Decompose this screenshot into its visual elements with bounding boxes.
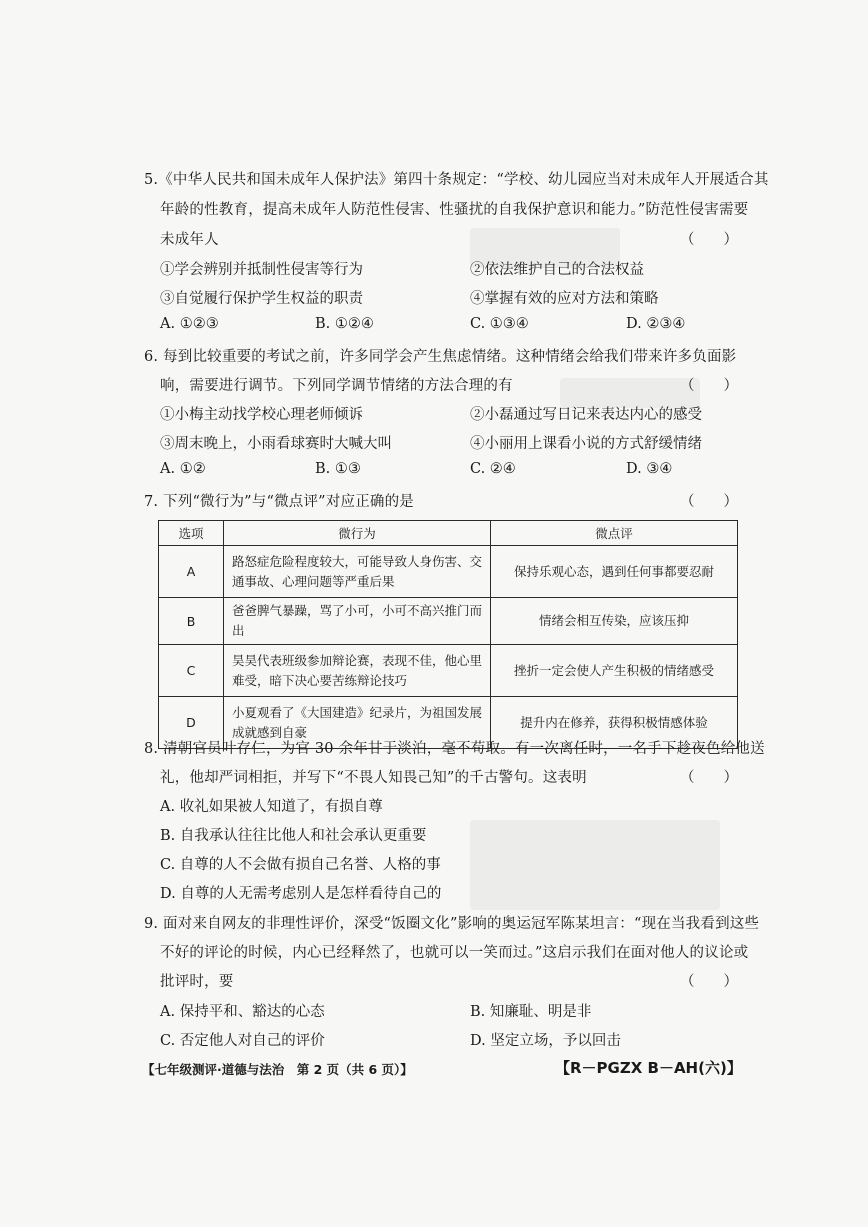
q8-option-d: D. 自尊的人无需考虑别人是怎样看待自己的 [160,886,442,902]
row-behavior: 昊昊代表班级参加辩论赛，表现不佳，他心里难受，暗下决心要苦练辩论技巧 [224,645,491,697]
q7-answer-blank: （ ） [680,494,738,510]
scan-smudge [470,820,720,910]
q5-option-b: B. ①②④ [315,316,374,332]
q6-option-c: C. ②④ [470,461,516,477]
header-micro-behavior: 微行为 [224,521,491,546]
q6-statement-1: ①小梅主动找学校心理老师倾诉 [160,407,363,423]
q6-option-d: D. ③④ [626,461,673,477]
page-footer-code: 【R－PGZX B－AH(六)】 [555,1059,742,1077]
row-letter: C [159,645,224,697]
q5-statement-2: ②依法维护自己的合法权益 [470,262,644,278]
header-micro-comment: 微点评 [491,521,738,546]
table-header-row [159,521,738,546]
row-behavior: 爸爸脾气暴躁，骂了小可，小可不高兴推门而出 [224,598,491,645]
q8-option-a: A. 收礼如果被人知道了，有损自尊 [160,799,383,815]
q9-stem-line3: 批评时，要 [160,974,234,990]
q9-option-b: B. 知廉耻、明是非 [470,1004,592,1020]
q5-stem-line2: 年龄的性教育，提高未成年人防范性侵害、性骚扰的自我保护意识和能力。”防范性侵害需要 [160,202,749,218]
q5-option-c: C. ①③④ [470,316,529,332]
q6-option-a: A. ①② [160,461,206,477]
q9-option-a: A. 保持平和、豁达的心态 [160,1004,325,1020]
row-behavior: 路怒症危险程度较大，可能导致人身伤害、交通事故、心理问题等严重后果 [224,546,491,598]
q5-stem-line3: 未成年人 [160,232,219,248]
row-letter: D [159,697,224,749]
q5-option-a: A. ①②③ [160,316,219,332]
q7-table [158,520,738,749]
q6-stem-line1: 6. 每到比较重要的考试之前，许多同学会产生焦虑情绪。这种情绪会给我们带来许多负面影 [144,349,737,365]
q5-statement-3: ③自觉履行保护学生权益的职责 [160,291,363,307]
q8-option-c: C. 自尊的人不会做有损自己名誉、人格的事 [160,857,441,873]
table-row [159,598,738,645]
q9-option-c: C. 否定他人对自己的评价 [160,1033,325,1049]
q9-stem-line1: 9. 面对来自网友的非理性评价，深受“饭圈文化”影响的奥运冠军陈某坦言：“现在当我看到这些 [144,916,760,932]
q9-answer-blank: （ ） [680,974,738,990]
q8-stem-line2: 礼，他却严词相拒，并写下“不畏人知畏己知”的千古警句。这表明 [160,770,587,786]
q8-option-b: B. 自我承认往往比他人和社会承认更重要 [160,828,427,844]
row-comment: 挫折一定会使人产生积极的情绪感受 [491,645,738,697]
q5-stem-line1: 5.《中华人民共和国未成年人保护法》第四十条规定：“学校、幼儿园应当对未成年人开展适合其 [144,172,769,188]
q6-stem-line2: 响，需要进行调节。下列同学调节情绪的方法合理的有 [160,378,513,394]
q6-statement-4: ④小丽用上课看小说的方式舒缓情绪 [470,436,702,452]
row-comment: 情绪会相互传染，应该压抑 [491,598,738,645]
q5-statement-1: ①学会辨别并抵制性侵害等行为 [160,262,363,278]
q9-stem-line2: 不好的评论的时候，内心已经释然了，也就可以一笑而过。”这启示我们在面对他人的议论或 [160,945,749,961]
q8-answer-blank: （ ） [680,770,738,786]
row-letter: B [159,598,224,645]
page-footer-left: 【七年级测评·道德与法治 第 2 页（共 6 页）】 [142,1062,413,1077]
row-behavior: 小夏观看了《大国建造》纪录片，为祖国发展成就感到自豪 [224,697,491,749]
header-option: 选项 [159,521,224,546]
q6-option-b: B. ①③ [315,461,361,477]
row-comment: 保持乐观心态，遇到任何事都要忍耐 [491,546,738,598]
q7-stem: 7. 下列“微行为”与“微点评”对应正确的是 [144,494,414,510]
q8-stem-line1: 8. 清朝官员叶存仁，为官 30 余年甘于淡泊，毫不苟取。有一次离任时，一名手下趁夜色给他送 [144,741,765,757]
q6-statement-2: ②小磊通过写日记来表达内心的感受 [470,407,702,423]
q6-answer-blank: （ ） [680,378,738,394]
table-row [159,645,738,697]
table-row [159,546,738,598]
q9-option-d: D. 坚定立场，予以回击 [470,1033,621,1049]
q5-option-d: D. ②③④ [626,316,686,332]
q6-statement-3: ③周末晚上，小雨看球赛时大喊大叫 [160,436,392,452]
q5-answer-blank: （ ） [680,232,738,248]
row-letter: A [159,546,224,598]
q5-statement-4: ④掌握有效的应对方法和策略 [470,291,659,307]
row-comment: 提升内在修养，获得积极情感体验 [491,697,738,749]
